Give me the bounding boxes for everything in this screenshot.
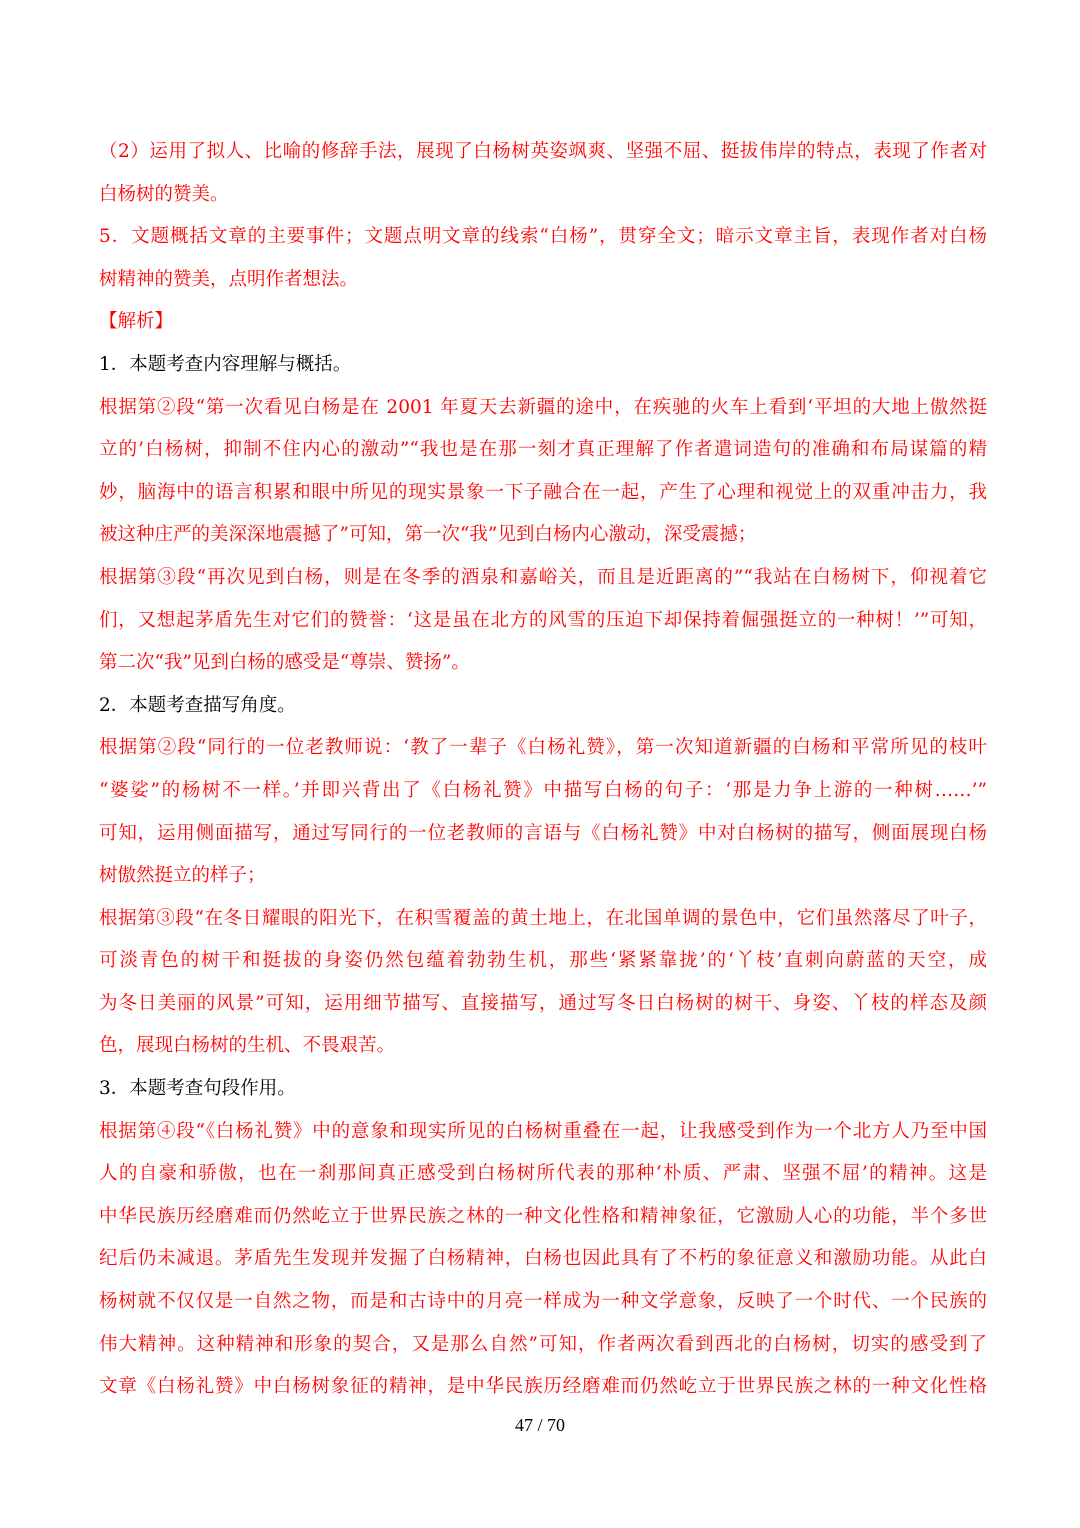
text-line: 1．本题考查内容理解与概括。 xyxy=(99,353,352,375)
text-line: 伟大精神。这种精神和形象的契合，又是那么自然”可知，作者两次看到西北的白杨树，切实的感受到了 xyxy=(99,1333,987,1355)
text-line: 树精神的赞美，点明作者想法。 xyxy=(99,268,359,290)
text-line: 色，展现白杨树的生机、不畏艰苦。 xyxy=(99,1035,396,1057)
text-line: 杨树就不仅仅是一自然之物，而是和古诗中的月亮一样成为一种文学意象，反映了一个时代、一个民族的 xyxy=(99,1291,987,1313)
text-line: 被这种庄严的美深深地震撼了”可知，第一次“我”见到白杨内心激动，深受震撼； xyxy=(99,524,757,546)
text-line: 可知，运用侧面描写，通过写同行的一位老教师的言语与《白杨礼赞》中对白杨树的描写，侧面展现白杨 xyxy=(99,822,987,844)
text-line: 纪后仍未减退。茅盾先生发现并发掘了白杨精神，白杨也因此具有了不朽的象征意义和激励功能。从此白 xyxy=(99,1248,987,1270)
text-line: （2）运用了拟人、比喻的修辞手法，展现了白杨树英姿飒爽、坚强不屈、挺拔伟岸的特点，表现了作者对 xyxy=(99,141,987,162)
document-body xyxy=(99,131,987,1409)
text-line: 妙，脑海中的语言积累和眼中所见的现实景象一下子融合在一起，产生了心理和视觉上的双重冲击力，我 xyxy=(99,481,987,503)
text-line: 为冬日美丽的风景”可知，运用细节描写、直接描写，通过写冬日白杨树的树干、身姿、丫枝的样态及颜 xyxy=(99,992,987,1014)
text-line: 文章《白杨礼赞》中白杨树象征的精神，是中华民族历经磨难而仍然屹立于世界民族之林的一种文化性格 xyxy=(99,1376,987,1398)
text-line: “婆娑”的杨树不一样。’并即兴背出了《白杨礼赞》中描写白杨的句子：‘那是力争上游的一种树……’” xyxy=(99,779,987,801)
text-line: 中华民族历经磨难而仍然屹立于世界民族之林的一种文化性格和精神象征，它激励人心的功能，半个多世 xyxy=(99,1205,987,1227)
text-line: 树傲然挺立的样子； xyxy=(99,865,266,887)
text-line: 根据第④段“《白杨礼赞》中的意象和现实所见的白杨树重叠在一起，让我感受到作为一个北方人乃至中国 xyxy=(99,1120,987,1142)
text-line: 根据第③段“再次见到白杨，则是在冬季的酒泉和嘉峪关，而且是近距离的”“我站在白杨树下，仰视着它 xyxy=(99,566,987,588)
text-line: 第二次“我”见到白杨的感受是“尊崇、赞扬”。 xyxy=(99,652,470,674)
text-line: 【解析】 xyxy=(99,311,174,333)
text-line: 根据第③段“在冬日耀眼的阳光下，在积雪覆盖的黄土地上，在北国单调的景色中，它们虽然落尽了叶子， xyxy=(99,907,987,929)
text-line: 3．本题考查句段作用。 xyxy=(99,1078,296,1100)
text-line: 根据第②段“同行的一位老教师说：‘教了一辈子《白杨礼赞》，第一次知道新疆的白杨和平常所见的枝叶 xyxy=(99,737,987,759)
text-line: 们，又想起茅盾先生对它们的赞誉：‘这是虽在北方的风雪的压迫下却保持着倔强挺立的一种树！’”可知， xyxy=(99,609,987,631)
text-line: 5．文题概括文章的主要事件；文题点明文章的线索“白杨”，贯穿全文；暗示文章主旨，表现作者对白杨 xyxy=(99,226,987,248)
text-line: 可淡青色的树干和挺拔的身姿仍然包蕴着勃勃生机，那些‘紧紧靠拢’的‘丫枝’直刺向蔚蓝的天空，成 xyxy=(99,950,987,972)
page-number: 47 / 70 xyxy=(514,1415,565,1435)
text-line: 根据第②段“第一次看见白杨是在 2001 年夏天去新疆的途中，在疾驰的火车上看到‘平坦的大地上傲然挺 xyxy=(99,396,987,418)
text-line: 2．本题考查描写角度。 xyxy=(99,694,296,716)
text-line: 白杨树的赞美。 xyxy=(99,183,229,205)
text-line: 立的’白杨树，抑制不住内心的激动”“我也是在那一刻才真正理解了作者遣词造句的准确和布局谋篇的精 xyxy=(99,439,987,461)
text-line: 人的自豪和骄傲，也在一刹那间真正感受到白杨树所代表的那种‘朴质、严肃、坚强不屈’的精神。这是 xyxy=(99,1163,987,1185)
